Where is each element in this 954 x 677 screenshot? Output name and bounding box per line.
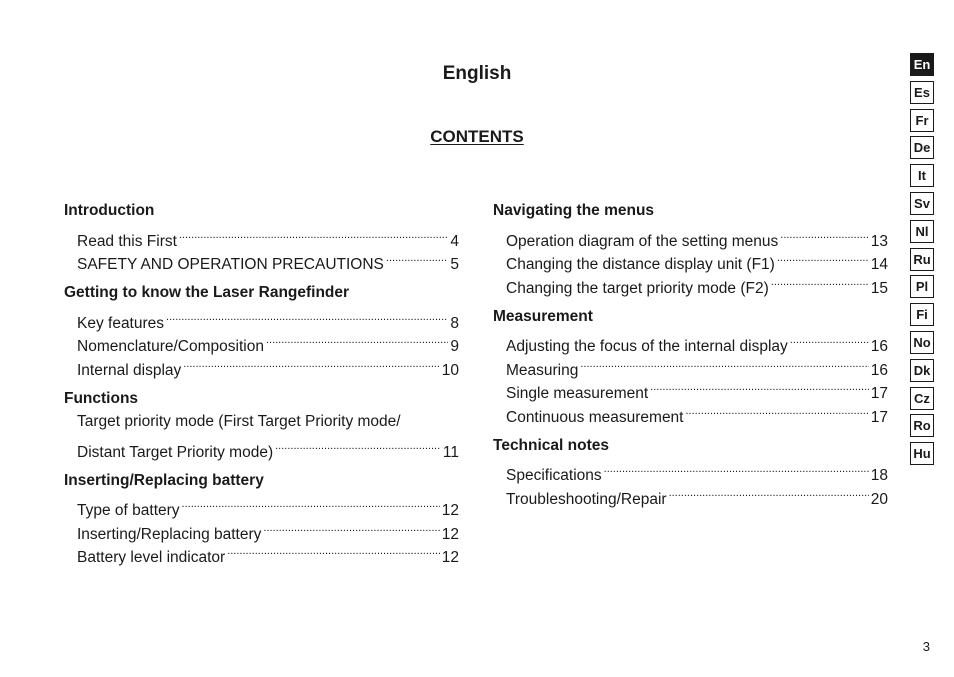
toc-entry-page: 12 [441,525,459,543]
dot-leader [780,222,868,246]
toc-entry-title: Changing the distance display unit (F1) [506,256,775,273]
toc-entry-page: 5 [450,256,459,273]
toc-section [64,387,459,461]
toc-entry[interactable] [64,433,459,461]
toc-entry-page: 13 [870,232,888,250]
toc-section [493,434,888,508]
toc-entry-line[interactable]: Target priority mode (First Target Priority mode/ [77,412,401,430]
toc-entry-page: 4 [450,232,459,250]
toc-section [64,199,459,273]
dot-leader [604,457,869,481]
toc-entry-title: Inserting/Replacing battery [77,525,262,543]
language-tabs [910,53,934,470]
toc-entry-page: 9 [450,338,459,355]
language-tab-hu[interactable]: Hu [910,442,934,465]
dot-leader [669,480,869,504]
section-title: Measurement [493,307,593,325]
page-title: English [442,63,512,84]
toc-entry-title: Changing the target priority mode (F2) [506,279,769,297]
toc-entry-page: 17 [870,408,888,426]
page-number: 3 [922,639,930,654]
dot-leader [386,246,448,270]
toc-entry-title: Battery level indicator [77,549,226,566]
toc-entry-page: 20 [870,490,888,508]
toc-section [493,199,888,297]
dot-leader [777,246,869,270]
dot-leader [182,492,440,516]
toc-entry-page: 15 [870,279,888,297]
language-tab-sv[interactable]: Sv [910,192,934,215]
language-tab-de[interactable]: De [910,136,934,159]
toc-entry[interactable] [493,328,888,355]
toc-entry-title: Single measurement [506,385,649,402]
toc-entry-title: Distant Target Priority mode) [77,443,274,461]
toc-entry-page: 14 [870,256,888,273]
toc-entry[interactable] [64,304,459,332]
toc-entry-page: 10 [441,361,459,379]
language-tab-es[interactable]: Es [910,81,934,104]
language-tab-fi[interactable]: Fi [910,303,934,326]
section-title: Introduction [64,202,155,219]
toc-entry[interactable] [64,222,459,250]
dot-leader [580,351,868,375]
dot-leader [263,515,439,539]
language-tab-en[interactable]: En [910,53,934,76]
dot-leader [266,328,448,352]
section-title: Navigating the menus [493,202,655,219]
toc-entry-title: Specifications [506,467,602,484]
toc-entry[interactable] [493,222,888,250]
language-tab-cz[interactable]: Cz [910,387,934,410]
section-title: Technical notes [493,436,609,454]
toc-entry-title: Adjusting the focus of the internal display [506,338,788,355]
dot-leader [183,351,439,375]
dot-leader [771,269,869,293]
dot-leader [275,433,441,457]
toc-section [493,305,888,426]
dot-leader [179,222,448,246]
dot-leader [650,375,869,399]
section-title: Getting to know the Laser Rangefinder [64,284,350,301]
language-tab-it[interactable]: It [910,164,934,187]
toc-entry-title: Operation diagram of the setting menus [506,232,779,250]
toc-entry-title: Troubleshooting/Repair [506,490,667,508]
toc-entry-title: Continuous measurement [506,408,684,426]
toc-section [64,469,459,566]
toc-entry-title: Key features [77,314,165,332]
toc-entry-page: 8 [450,314,459,332]
language-tab-dk[interactable]: Dk [910,359,934,382]
language-tab-ru[interactable]: Ru [910,248,934,271]
toc-entry-title: Nomenclature/Composition [77,338,264,355]
section-title: Inserting/Replacing battery [64,471,264,489]
language-tab-fr[interactable]: Fr [910,109,934,132]
toc-entry-page: 12 [441,549,459,566]
toc-section [64,281,459,379]
toc-entry[interactable] [493,457,888,484]
toc-entry-page: 11 [442,443,459,461]
toc-entry-page: 12 [441,502,459,519]
toc-entry-title: SAFETY AND OPERATION PRECAUTIONS [77,256,384,273]
language-tab-ro[interactable]: Ro [910,414,934,437]
toc-entry-page: 17 [870,385,888,402]
toc-entry-page: 18 [870,467,888,484]
toc-entry-page: 16 [870,361,888,379]
toc-entry[interactable] [64,492,459,519]
toc-entry-title: Internal display [77,361,182,379]
toc-column-left [64,199,459,574]
toc-entry-page: 16 [870,338,888,355]
language-tab-nl[interactable]: Nl [910,220,934,243]
contents-heading: CONTENTS [430,127,524,146]
toc-entry-title: Measuring [506,361,579,379]
dot-leader [790,328,869,352]
dot-leader [686,398,869,422]
dot-leader [166,304,448,328]
language-tab-no[interactable]: No [910,331,934,354]
language-tab-pl[interactable]: Pl [910,275,934,298]
toc-entry-title: Type of battery [77,502,180,519]
section-title: Functions [64,389,139,407]
toc-column-right [493,199,888,516]
toc-entry-title: Read this First [77,232,177,250]
dot-leader [227,539,440,563]
